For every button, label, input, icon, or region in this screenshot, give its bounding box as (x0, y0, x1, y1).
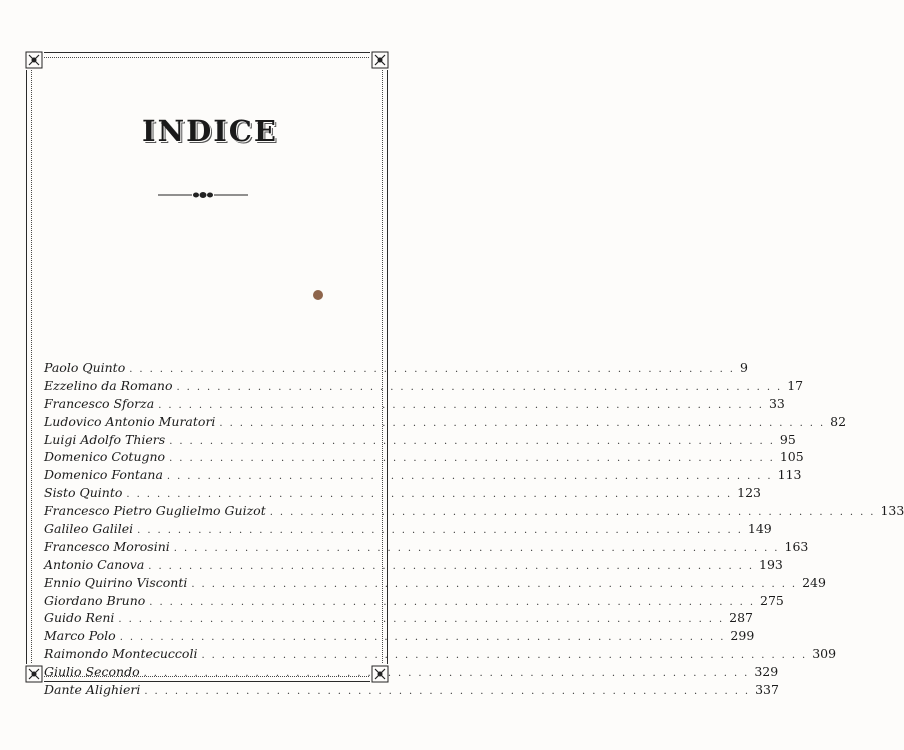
toc-entry-page: 275 (760, 592, 784, 608)
toc-entry (44, 485, 761, 503)
toc-entry (44, 592, 784, 611)
dot-leader: ............................................................ (176, 381, 788, 393)
toc-entry-page: 163 (784, 538, 809, 554)
toc-entry-page: 193 (759, 556, 783, 572)
toc-entry (44, 395, 785, 414)
toc-entry-name: Francesco Pietro Guglielmo Guizot (44, 503, 266, 519)
toc-entry-page: 113 (777, 467, 802, 483)
dot-leader: ............................................................ (119, 632, 731, 644)
dot-leader: ............................................................ (137, 525, 748, 537)
toc-entry-name: Francesco Morosini (44, 538, 170, 554)
dot-leader: ............................................................ (126, 489, 738, 501)
toc-entry (44, 664, 779, 682)
dot-leader: ............................................................ (118, 614, 730, 626)
paper-stain (313, 290, 323, 300)
toc-entry-page: 123 (737, 485, 761, 501)
toc-entry-page: 33 (768, 395, 785, 411)
dot-leader: ............................................................ (169, 453, 780, 465)
toc-entry (44, 521, 772, 539)
dot-leader: ............................................................ (129, 364, 740, 375)
toc-entry-page: 105 (779, 449, 804, 465)
toc-entry-page: 287 (729, 610, 753, 626)
dot-leader: ............................................................ (201, 650, 813, 662)
toc-entry-name: Marco Polo (44, 628, 116, 644)
toc-entry-name: Antonio Canova (44, 556, 145, 572)
ornamental-corner-icon (370, 50, 390, 70)
toc-entry (44, 556, 783, 575)
toc-entry-page: 149 (747, 521, 772, 537)
toc-entry-name: Domenico Cotugno (44, 449, 166, 465)
dot-leader: ............................................................ (269, 507, 881, 519)
toc-entry-page: 95 (779, 431, 796, 447)
toc-entry-name: Francesco Sforza (44, 395, 155, 411)
dot-leader: ............................................................ (219, 417, 831, 429)
toc-entry (44, 503, 904, 521)
table-of-contents (44, 360, 904, 700)
toc-entry-name: Galileo Galilei (44, 521, 134, 537)
toc-entry-page: 329 (754, 664, 779, 680)
toc-entry (44, 360, 748, 378)
toc-entry (44, 538, 809, 557)
toc-entry-name: Luigi Adolfo Thiers (44, 431, 166, 447)
ornamental-divider-icon (158, 190, 248, 200)
toc-entry-name: Paolo Quinto (44, 360, 126, 375)
toc-entry-page: 309 (812, 646, 837, 662)
dot-leader: ............................................................ (166, 471, 778, 483)
dot-leader: ............................................................ (144, 686, 756, 698)
toc-entry-page: 9 (739, 360, 748, 375)
toc-entry-name: Ezzelino da Romano (44, 377, 173, 393)
toc-entry (44, 682, 779, 700)
dot-leader: ............................................................ (191, 578, 803, 590)
toc-entry-name: Ennio Quirino Visconti (44, 574, 188, 590)
toc-entry-name: Domenico Fontana (44, 467, 163, 483)
dot-leader: ............................................................ (149, 596, 761, 608)
dot-leader: ............................................................ (169, 435, 780, 447)
toc-entry-page: 133 (880, 503, 904, 519)
toc-entry (44, 413, 847, 432)
toc-entry-name: Ludovico Antonio Muratori (44, 413, 216, 429)
toc-entry (44, 574, 826, 593)
toc-entry-name: Raimondo Montecuccoli (44, 646, 198, 662)
toc-entry-page: 82 (830, 413, 847, 429)
toc-entry (44, 467, 802, 485)
toc-entry-name: Dante Alighieri (44, 682, 141, 698)
dot-leader: ............................................................ (148, 560, 760, 572)
ornamental-corner-icon (24, 50, 44, 70)
toc-entry-page: 299 (730, 628, 755, 644)
dot-leader: ............................................................ (158, 399, 769, 411)
toc-entry (44, 431, 796, 450)
dot-leader: ............................................................ (173, 542, 785, 554)
toc-entry-name: Giulio Secondo (44, 664, 140, 680)
ornamental-corner-icon (24, 664, 44, 684)
toc-entry (44, 449, 804, 467)
page-title: INDICE (142, 114, 278, 148)
toc-entry-page: 249 (802, 574, 826, 590)
toc-entry-name: Sisto Quinto (44, 485, 123, 501)
toc-entry-page: 337 (755, 682, 779, 698)
dot-leader: ............................................................ (143, 668, 755, 680)
toc-entry (44, 610, 753, 628)
toc-entry-name: Guido Reni (44, 610, 115, 626)
toc-entry-name: Giordano Bruno (44, 592, 146, 608)
toc-entry (44, 628, 755, 646)
toc-entry-page: 17 (787, 377, 804, 393)
toc-entry (44, 377, 804, 396)
toc-entry (44, 646, 837, 664)
